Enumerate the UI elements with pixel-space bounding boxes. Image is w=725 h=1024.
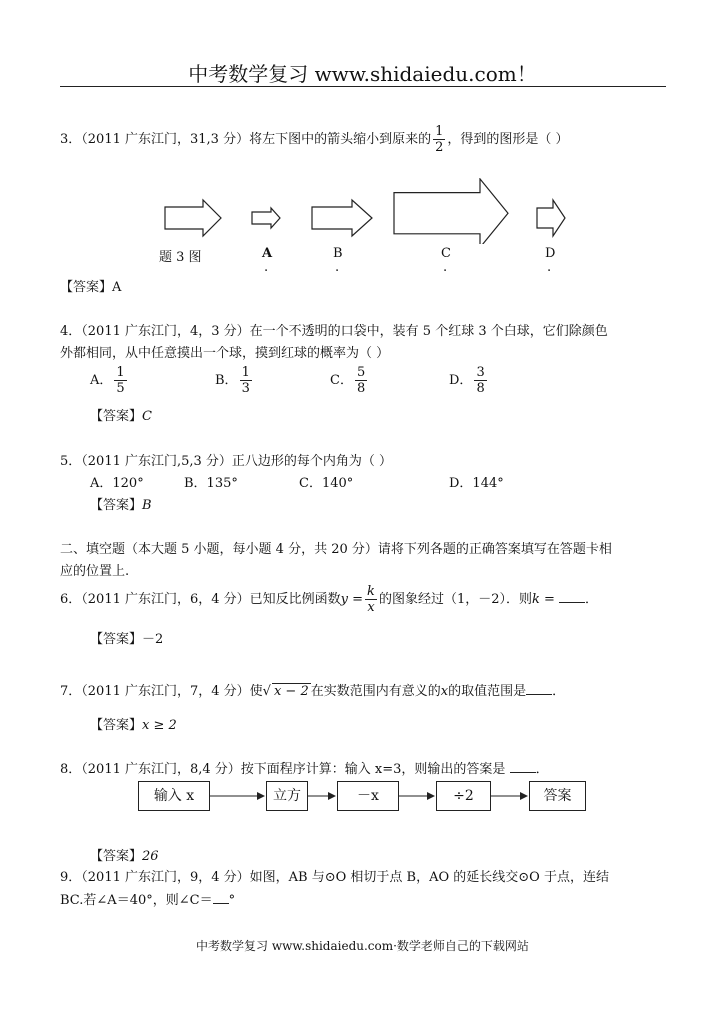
q9-stem-line1: 9．（2011 广东江门，9，4 分）如图，AB 与⊙O 相切于点 B，AO 的延长线交⊙O 于点，连结 xyxy=(60,870,609,885)
q3-figure-caption: 题 3 图 xyxy=(159,250,202,265)
q4-option-c: C． $\frac{5}{8}$ xyxy=(330,365,366,396)
flow-box-minus-x: －x xyxy=(337,781,399,811)
q3-answer: 【答案】A xyxy=(60,280,122,295)
q5-answer: 【答案】B xyxy=(90,498,152,513)
q7-answer-blank xyxy=(526,682,552,695)
q7-radicand: x − 2 xyxy=(273,684,309,699)
section2-instructions-line1: 二、填空题（本大题 5 小题，每小题 4 分，共 20 分）请将下列各题的正确答案填写在答题卡相 xyxy=(60,542,612,557)
section2-instructions-line2: 应的位置上. xyxy=(60,564,130,579)
flow-box-input: 输入 x xyxy=(138,781,210,811)
q8-answer-blank xyxy=(510,760,536,773)
q4-stem-line1: 4．（2011 广东江门，4，3 分）在一个不透明的口袋中，装有 5 个红球 3 个白球，它们除颜色 xyxy=(60,324,608,339)
q4-stem-line2: 外都相同，从中任意摸出一个球，摸到红球的概率为（ ） xyxy=(60,346,390,361)
q8-stem: 8．（2011 广东江门，8,4 分）按下面程序计算：输入 x=3，则输出的答案是 ． xyxy=(60,762,549,777)
flow-box-divide-2: ÷2 xyxy=(436,781,491,811)
q7-answer: 【答案】x ≥ 2 xyxy=(90,718,177,733)
q3-option-a-arrow xyxy=(252,208,280,228)
q8-answer: 【答案】26 xyxy=(90,849,159,864)
q5-stem: 5．（2011 广东江门,5,3 分）正八边形的每个内角为（ ） xyxy=(60,454,393,469)
q3-label-c: C xyxy=(441,246,451,261)
q4-option-d: D． $\frac{3}{8}$ xyxy=(449,365,485,396)
q3-dot-c: . xyxy=(443,260,448,275)
q4-option-b: B． $\frac{1}{3}$ xyxy=(215,365,250,396)
q3-arrow-figures xyxy=(155,178,585,244)
q3-dot-d: . xyxy=(547,260,552,275)
q3-stem xyxy=(60,124,569,155)
q6-answer-blank xyxy=(559,590,585,603)
q5-option-a: A．120° xyxy=(90,476,144,491)
page-header-title: 中考数学复习 www.shidaiedu.com！ xyxy=(188,62,537,86)
q3-text-after: ，得到的图形是（ ） xyxy=(447,132,569,147)
q4-answer: 【答案】C xyxy=(90,409,152,424)
q3-label-d: D xyxy=(545,246,556,261)
q3-option-b-arrow xyxy=(312,200,372,236)
q3-fraction: $\frac{1}{2}$ xyxy=(435,124,444,155)
flow-box-cube: 立方 xyxy=(266,781,308,811)
q3-text-before: 3．（2011 广东江门，31,3 分）将左下图中的箭头缩小到原来的 xyxy=(60,132,432,147)
q3-dot-a: . xyxy=(264,260,269,275)
q3-dot-b: . xyxy=(335,260,340,275)
q3-label-a: A xyxy=(262,246,273,261)
flow-box-answer: 答案 xyxy=(529,781,586,811)
q9-answer-blank xyxy=(213,891,229,904)
q6-answer: 【答案】－2 xyxy=(90,632,164,647)
q3-option-c-arrow xyxy=(394,179,508,244)
page-footer: 中考数学复习 www.shidaiedu.com·数学老师自己的下载网站 xyxy=(196,939,529,953)
q5-option-c: C．140° xyxy=(299,476,354,491)
q4-option-a: A． $\frac{1}{5}$ xyxy=(90,365,125,396)
q7-stem: 7．（2011 广东江门，7，4 分）使√ x − 2 在实数范围内有意义的x的取值范围是 ． xyxy=(60,684,566,699)
header-rule xyxy=(60,86,666,87)
q3-original-arrow xyxy=(165,200,221,236)
q9-stem-line2: BC.若∠A＝40°，则∠C＝ ° xyxy=(60,893,236,908)
q5-option-d: D．144° xyxy=(449,476,504,491)
q5-option-b: B．135° xyxy=(184,476,238,491)
q3-label-b: B xyxy=(333,246,343,261)
q3-option-d-arrow xyxy=(537,200,565,236)
q6-stem: 6．（2011 广东江门，6，4 分）已知反比例函数y = $\frac{k}{x}$ 的图象经过（1，－2）．则k = ． xyxy=(60,584,599,615)
